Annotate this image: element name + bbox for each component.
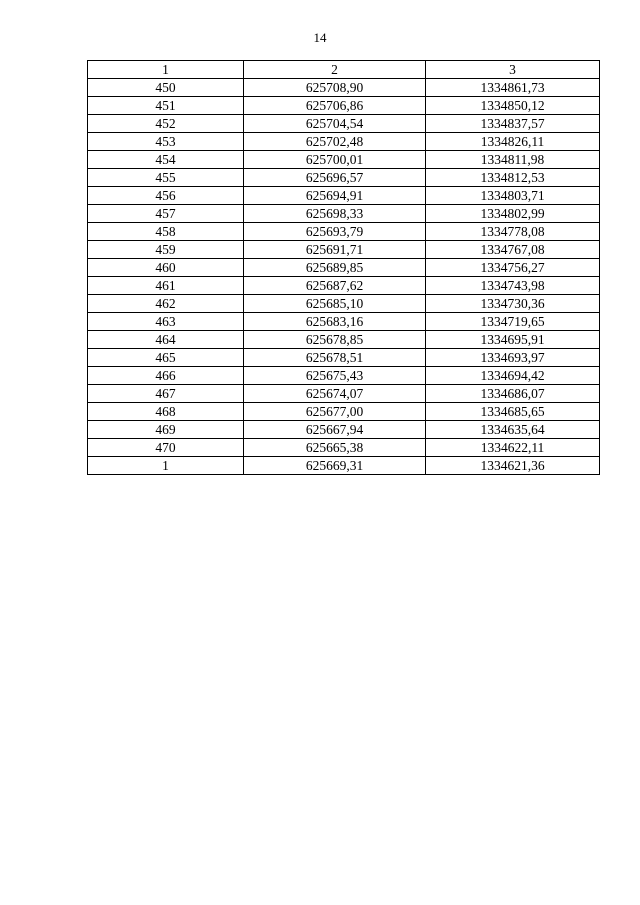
cell-y-coordinate: 1334767,08: [426, 241, 600, 259]
cell-point-number: 469: [88, 421, 244, 439]
table-row: [88, 97, 600, 115]
cell-y-coordinate: 1334622,11: [426, 439, 600, 457]
table-row: [88, 313, 600, 331]
cell-x-coordinate: 625678,85: [244, 331, 426, 349]
table-row: [88, 169, 600, 187]
table-row: [88, 259, 600, 277]
cell-point-number: 470: [88, 439, 244, 457]
table-header: [88, 61, 600, 79]
cell-y-coordinate: 1334826,11: [426, 133, 600, 151]
table-row: [88, 331, 600, 349]
cell-point-number: 453: [88, 133, 244, 151]
cell-point-number: 464: [88, 331, 244, 349]
table-row: [88, 457, 600, 475]
cell-y-coordinate: 1334693,97: [426, 349, 600, 367]
cell-y-coordinate: 1334812,53: [426, 169, 600, 187]
cell-x-coordinate: 625678,51: [244, 349, 426, 367]
cell-x-coordinate: 625685,10: [244, 295, 426, 313]
cell-y-coordinate: 1334803,71: [426, 187, 600, 205]
cell-x-coordinate: 625683,16: [244, 313, 426, 331]
cell-y-coordinate: 1334621,36: [426, 457, 600, 475]
cell-y-coordinate: 1334778,08: [426, 223, 600, 241]
cell-x-coordinate: 625669,31: [244, 457, 426, 475]
cell-point-number: 460: [88, 259, 244, 277]
table-row: [88, 367, 600, 385]
table-row: [88, 295, 600, 313]
table-row: [88, 187, 600, 205]
cell-x-coordinate: 625700,01: [244, 151, 426, 169]
cell-point-number: 463: [88, 313, 244, 331]
coordinates-table: [87, 60, 600, 475]
cell-y-coordinate: 1334743,98: [426, 277, 600, 295]
cell-x-coordinate: 625674,07: [244, 385, 426, 403]
table-body: [88, 79, 600, 475]
cell-point-number: 465: [88, 349, 244, 367]
cell-x-coordinate: 625694,91: [244, 187, 426, 205]
cell-x-coordinate: 625706,86: [244, 97, 426, 115]
cell-y-coordinate: 1334719,65: [426, 313, 600, 331]
cell-x-coordinate: 625702,48: [244, 133, 426, 151]
table-header-row: [88, 61, 600, 79]
cell-y-coordinate: 1334694,42: [426, 367, 600, 385]
cell-x-coordinate: 625708,90: [244, 79, 426, 97]
table-row: [88, 385, 600, 403]
cell-y-coordinate: 1334695,91: [426, 331, 600, 349]
cell-x-coordinate: 625691,71: [244, 241, 426, 259]
table-row: [88, 349, 600, 367]
cell-x-coordinate: 625665,38: [244, 439, 426, 457]
cell-point-number: 455: [88, 169, 244, 187]
table-row: [88, 277, 600, 295]
cell-point-number: 450: [88, 79, 244, 97]
cell-point-number: 462: [88, 295, 244, 313]
cell-point-number: 451: [88, 97, 244, 115]
cell-y-coordinate: 1334811,98: [426, 151, 600, 169]
table-row: [88, 133, 600, 151]
cell-x-coordinate: 625677,00: [244, 403, 426, 421]
cell-point-number: 459: [88, 241, 244, 259]
cell-point-number: 461: [88, 277, 244, 295]
cell-point-number: 457: [88, 205, 244, 223]
table-row: [88, 79, 600, 97]
cell-point-number: 466: [88, 367, 244, 385]
table-row: [88, 151, 600, 169]
cell-y-coordinate: 1334686,07: [426, 385, 600, 403]
table-row: [88, 403, 600, 421]
cell-x-coordinate: 625687,62: [244, 277, 426, 295]
cell-y-coordinate: 1334837,57: [426, 115, 600, 133]
table-row: [88, 115, 600, 133]
cell-x-coordinate: 625667,94: [244, 421, 426, 439]
cell-x-coordinate: 625693,79: [244, 223, 426, 241]
table-row: [88, 241, 600, 259]
header-cell-point-number: 1: [88, 61, 244, 79]
page-number: 14: [313, 30, 327, 45]
cell-y-coordinate: 1334730,36: [426, 295, 600, 313]
cell-point-number: 467: [88, 385, 244, 403]
cell-x-coordinate: 625675,43: [244, 367, 426, 385]
cell-x-coordinate: 625704,54: [244, 115, 426, 133]
cell-y-coordinate: 1334802,99: [426, 205, 600, 223]
cell-point-number: 1: [88, 457, 244, 475]
cell-x-coordinate: 625696,57: [244, 169, 426, 187]
header-cell-x-coordinate: 2: [244, 61, 426, 79]
header-cell-y-coordinate: 3: [426, 61, 600, 79]
cell-point-number: 468: [88, 403, 244, 421]
cell-x-coordinate: 625698,33: [244, 205, 426, 223]
cell-y-coordinate: 1334685,65: [426, 403, 600, 421]
cell-point-number: 452: [88, 115, 244, 133]
cell-y-coordinate: 1334861,73: [426, 79, 600, 97]
cell-y-coordinate: 1334850,12: [426, 97, 600, 115]
cell-y-coordinate: 1334635,64: [426, 421, 600, 439]
table-row: [88, 439, 600, 457]
cell-point-number: 458: [88, 223, 244, 241]
cell-x-coordinate: 625689,85: [244, 259, 426, 277]
table-row: [88, 223, 600, 241]
cell-point-number: 454: [88, 151, 244, 169]
table-row: [88, 205, 600, 223]
table-row: [88, 421, 600, 439]
cell-y-coordinate: 1334756,27: [426, 259, 600, 277]
cell-point-number: 456: [88, 187, 244, 205]
